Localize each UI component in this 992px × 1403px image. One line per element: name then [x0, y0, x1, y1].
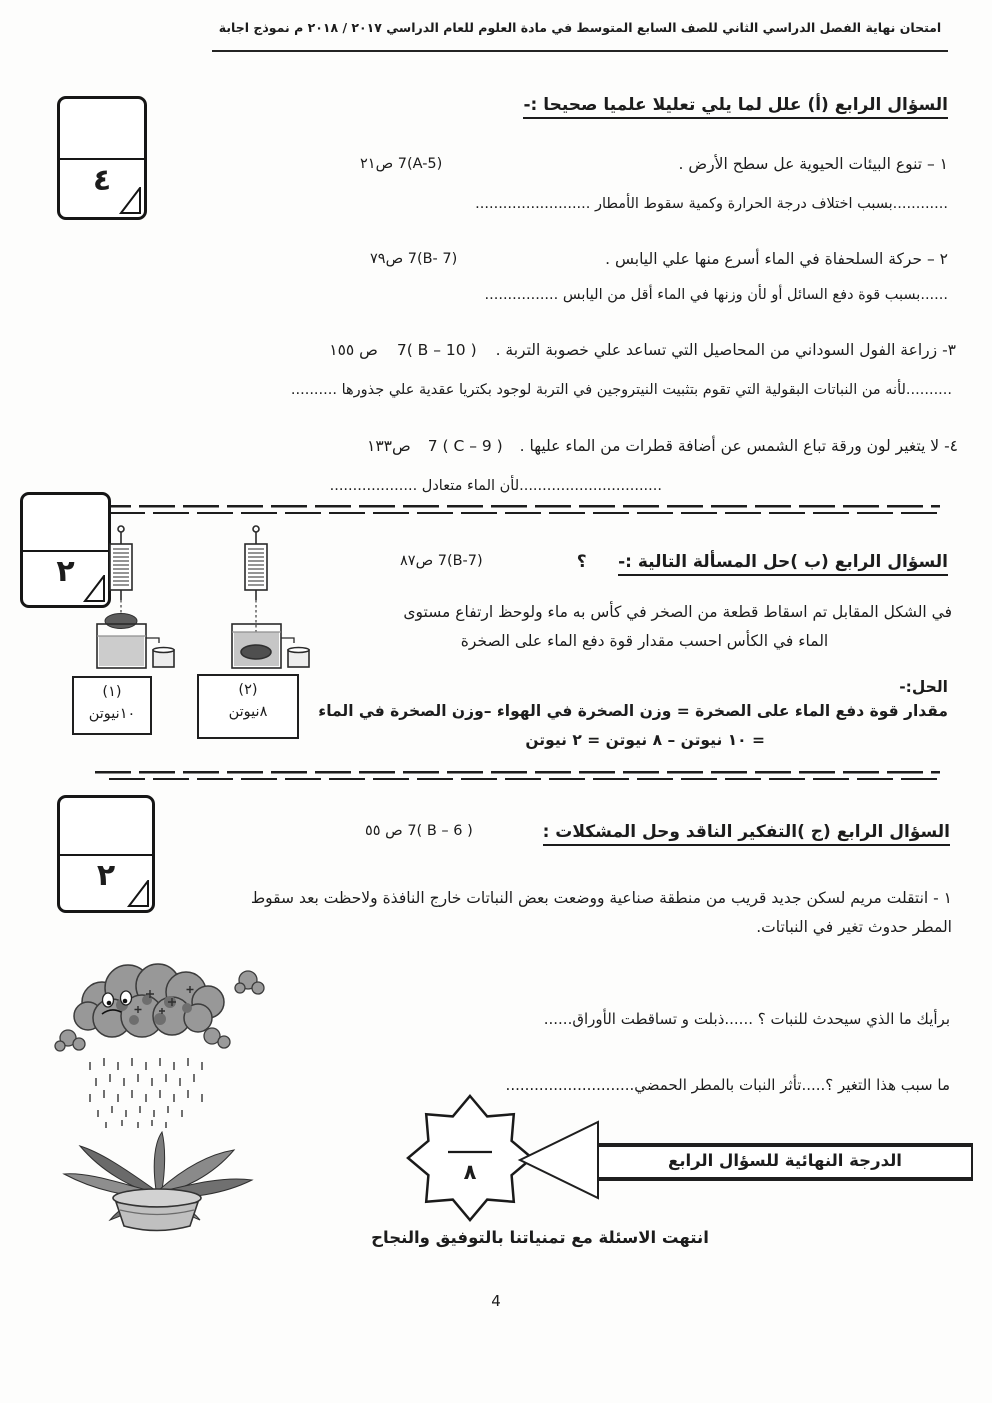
beaker-1-icon	[97, 624, 174, 668]
rock-in-water-icon	[241, 645, 271, 659]
section-c-heading	[365, 822, 950, 842]
section-a-title: السؤال الرابع (أ) علل لما يلي تعليلا علميا صحيحا :-	[523, 95, 948, 119]
final-score-denominator: ٨	[463, 1160, 477, 1184]
solution-label: الحل:-	[899, 678, 948, 696]
section-c-problem	[120, 884, 952, 941]
question-4	[367, 437, 958, 455]
question-2-text: ٢ – حركة السلحفاة في الماء أسرع منها علي اليابس .	[605, 250, 948, 268]
section-b-title-question-mark: ؟	[576, 552, 587, 572]
question-2	[370, 250, 948, 268]
solution-equation-line-1: مقدار قوة دفع الماء على الصخرة = وزن الصخرة في الهواء –وزن الصخرة في الماء	[318, 702, 948, 720]
figure-label-1-number: (١)	[102, 684, 122, 700]
section-b-ref-page: ص٨٧	[400, 553, 434, 569]
question-1-text: ١ – تنوع البيئات الحيوية عل سطح الأرض .	[678, 155, 948, 173]
question-4-text: ٤- لا يتغير لون ورقة تباع الشمس عن أضافة قطرات من الماء عليها .	[519, 437, 958, 455]
question-1	[360, 155, 948, 173]
section-b-reference	[400, 553, 483, 569]
question-1-ref-code: 7(A-5)	[397, 156, 443, 172]
question-2-ref-code: 7(B- 7)	[407, 251, 458, 267]
section-b-score: ٢	[56, 554, 75, 590]
score-box-section-a	[57, 96, 147, 220]
section-separator-2	[95, 771, 940, 780]
section-c-question-2: ما سبب هذا التغير ؟.....تأثر النبات بالمطر الحمضي...........................	[505, 1076, 950, 1094]
question-2-reference	[370, 251, 457, 267]
final-score-arrow-label: الدرجة النهائية للسؤال الرابع	[668, 1151, 902, 1170]
figure-label-2-value: ٨نيوتن	[228, 704, 268, 721]
section-a-heading	[523, 95, 948, 115]
spring-scale-2-icon	[245, 526, 267, 646]
section-b-title: السؤال الرابع (ب )حل المسألة التالية :-	[618, 552, 948, 576]
section-c-ref-page: ص ٥٥	[365, 823, 403, 839]
section-a-score: ٤	[92, 162, 112, 198]
question-4-ref-page: ص١٣٣	[367, 437, 411, 455]
question-3-ref-page: ص ١٥٥	[329, 341, 378, 359]
section-c-reference	[365, 823, 473, 839]
page-header-title: امتحان نهاية الفصل الدراسي الثاني للصف السابع المتوسط في مادة العلوم للعام الدراسي ٢٠١٧ / ٢٠١٨ م نموذج اجابة	[218, 20, 942, 35]
figure-label-1-value: ١٠نيوتن	[88, 706, 136, 723]
section-b-ref-code: 7(B-7)	[437, 553, 483, 569]
answer-4: ...............................لأن الماء متعادل ...................	[329, 478, 662, 494]
problem-line-1: ١ - انتقلت مريم لسكن جديد قريب من منطقة صناعية ووضعت بعض النباتات خارج النافذة ولاحظت بعد سقوط	[250, 889, 952, 907]
problem-line-2: الماء في الكأس احسب مقدار قوة دفع الماء على الصخرة	[460, 631, 829, 650]
rock-in-air-icon	[105, 614, 137, 629]
rain-cloud-icon	[55, 964, 264, 1051]
question-3	[329, 341, 956, 359]
question-4-ref-code: 7 ( C – 9 )	[427, 437, 503, 455]
beaker-2-icon	[232, 624, 309, 668]
figure-label-2	[197, 674, 299, 739]
question-2-ref-page: ص٧٩	[370, 251, 404, 267]
potted-plant-icon	[64, 1132, 252, 1231]
problem-line-1: في الشكل المقابل تم اسقاط قطعة من الصخر في كأس به ماء ولوحظ ارتفاع مستوى	[403, 603, 952, 621]
answer-3: ..........لأنه من النباتات البقولية التي تقوم بتثبيت النيتروجين في التربة لوجود بكتريا عقدية علي جذورها ..........	[290, 382, 952, 398]
spring-scale-1-icon	[110, 526, 132, 616]
section-c-title: السؤال الرابع (ج )التفكير الناقد وحل المشكلات :	[543, 822, 950, 846]
question-3-ref-code: 7( B – 10 )	[396, 341, 477, 359]
section-separator-1	[95, 505, 940, 514]
answer-1: ............بسبب اختلاف درجة الحرارة وكمية سقوط الأمطار .........................	[475, 196, 948, 212]
header-rule	[212, 50, 948, 52]
acid-rain-plant-illustration	[52, 950, 270, 1232]
score-box-divider	[60, 854, 152, 856]
rain-drops-icon	[90, 1058, 202, 1128]
question-1-reference	[360, 156, 442, 172]
problem-line-2: المطر حدوث تغير في النباتات.	[756, 917, 952, 936]
question-1-ref-page: ص٢١	[360, 156, 394, 172]
section-c-score: ٢	[96, 858, 116, 894]
answer-2: ......بسبب قوة دفع السائل أو لأن وزنها في الماء أقل من اليابس ................	[484, 287, 948, 303]
figure-label-1	[72, 676, 152, 735]
page-number: 4	[491, 1292, 501, 1310]
section-b-problem	[337, 598, 952, 655]
section-c-ref-code: 7( B – 6 )	[407, 823, 473, 839]
figure-label-2-number: (٢)	[238, 682, 258, 698]
page-curl-icon	[117, 187, 141, 214]
section-b-heading	[400, 552, 948, 572]
solution-equation-line-2: = ١٠ نيوتن – ٨ نيوتن = ٢ نيوتن	[525, 731, 765, 749]
score-box-divider	[60, 158, 144, 160]
section-c-question-1: برأيك ما الذي سيحدث للنبات ؟ ......ذبلت و تساقطت الأوراق......	[543, 1010, 950, 1028]
closing-statement: انتهت الاسئلة مع تمنياتنا بالتوفيق والنجاح	[371, 1228, 709, 1247]
question-3-text: ٣- زراعة الفول السوداني من المحاصيل التي تساعد علي خصوبة التربة .	[495, 341, 956, 359]
